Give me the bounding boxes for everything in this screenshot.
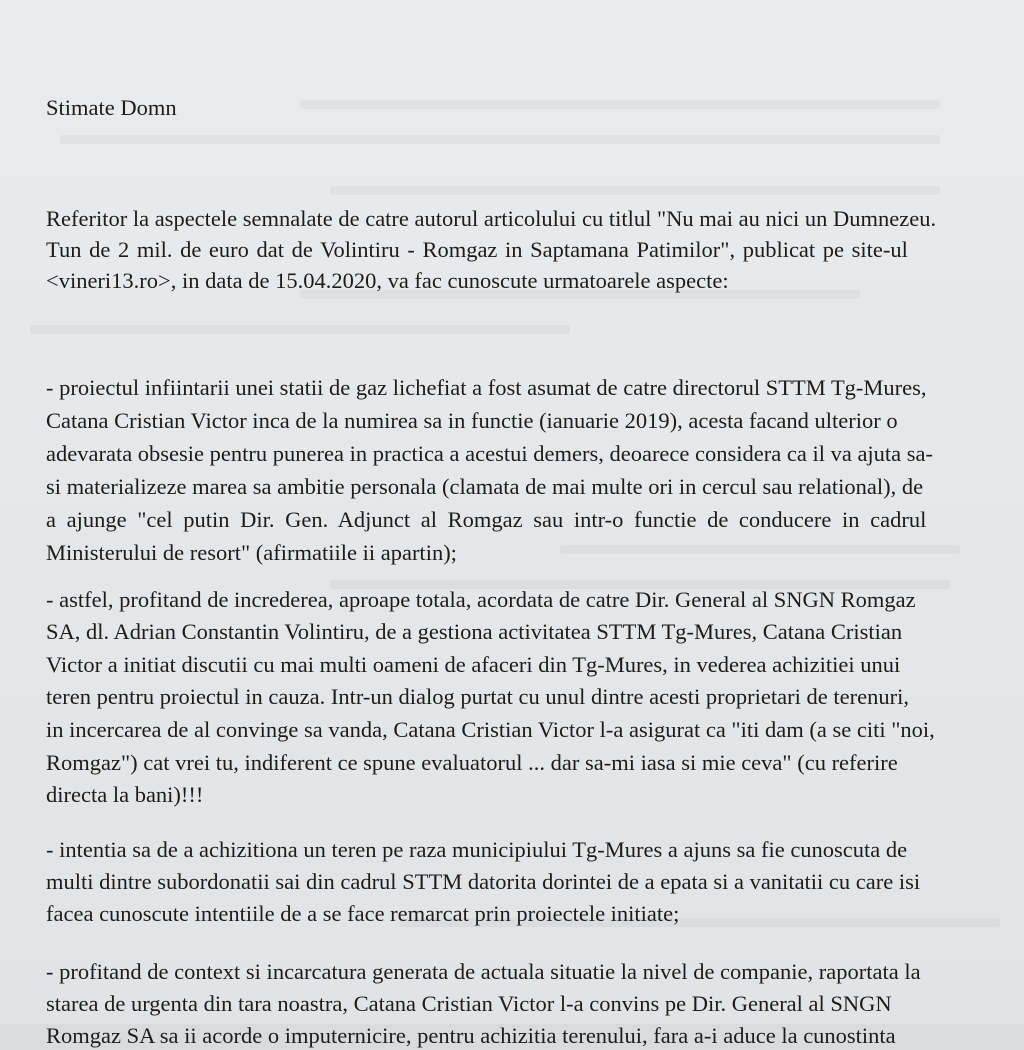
greeting: Stimate Domn — [46, 95, 177, 120]
para1-line-3: adevarata obsesie pentru punerea in practica a acestui demers, deoarece considera ca il va ajuta sa- — [46, 441, 934, 466]
para1-line-5: a ajunge "cel putin Dir. Gen. Adjunct al Romgaz sau intr-o functie de conducere in cadrul — [46, 507, 927, 532]
para1-line-4: si materializeze marea sa ambitie personala (clamata de mai multe ori in cercul sau relational), de — [46, 474, 924, 499]
para4-line-1: - profitand de context si incarcatura generata de actuala situatie la nivel de companie, raportata la — [46, 959, 921, 984]
para2-line-7: directa la bani)!!! — [46, 782, 204, 807]
para1-line-6: Ministerului de resort" (afirmatiile ii apartin); — [46, 540, 457, 565]
para4-line-2: starea de urgenta din tara noastra, Catana Cristian Victor l-a convins pe Dir. General al SNGN — [46, 991, 892, 1016]
intro-line-1: Referitor la aspectele semnalate de catre autorul articolului cu titlul "Nu mai au nici un Dumnezeu. — [46, 206, 937, 231]
para4-line-3: Romgaz SA sa ii acorde o imputernicire, pentru achizitia terenului, fara a-i aduce la cunostinta — [46, 1023, 896, 1048]
para3-line-2: multi dintre subordonatii sai din cadrul STTM datorita dorintei de a epata si a vanitatii cu care isi — [46, 869, 921, 894]
para1-line-1: - proiectul infiintarii unei statii de gaz lichefiat a fost asumat de catre directorul STTM Tg-Mures, — [46, 375, 927, 400]
para2-line-1: - astfel, profitand de increderea, aproape totala, acordata de catre Dir. General al SNGN Romgaz — [46, 587, 916, 612]
para2-line-6: Romgaz") cat vrei tu, indiferent ce spune evaluatorul ... dar sa-mi iasa si mie ceva" (cu referire — [46, 750, 898, 775]
para3-line-1: - intentia sa de a achizitiona un teren pe raza municipiului Tg-Mures a ajuns sa fie cunoscuta de — [46, 837, 908, 862]
intro-line-3: <vineri13.ro>, in data de 15.04.2020, va fac cunoscute urmatoarele aspecte: — [46, 268, 729, 293]
para2-line-3: Victor a initiat discutii cu mai multi oameni de afaceri din Tg-Mures, in vederea achizitiei unui — [46, 652, 901, 677]
para3-line-3: facea cunoscute intentiile de a se face remarcat prin proiectele initiate; — [46, 901, 680, 926]
para2-line-4: teren pentru proiectul in cauza. Intr-un dialog purtat cu unul dintre acesti proprietari de terenuri, — [46, 684, 909, 709]
intro-line-2: Tun de 2 mil. de euro dat de Volintiru - Romgaz in Saptamana Patimilor", publicat pe site-ul — [46, 237, 908, 262]
para2-line-5: in incercarea de al convinge sa vanda, Catana Cristian Victor l-a asigurat ca "iti dam (a se citi "noi, — [46, 717, 935, 742]
para1-line-2: Catana Cristian Victor inca de la numirea sa in functie (ianuarie 2019), acesta facand ulterior o — [46, 408, 898, 433]
para2-line-2: SA, dl. Adrian Constantin Volintiru, de a gestiona activitatea STTM Tg-Mures, Catana Cristian — [46, 619, 903, 644]
